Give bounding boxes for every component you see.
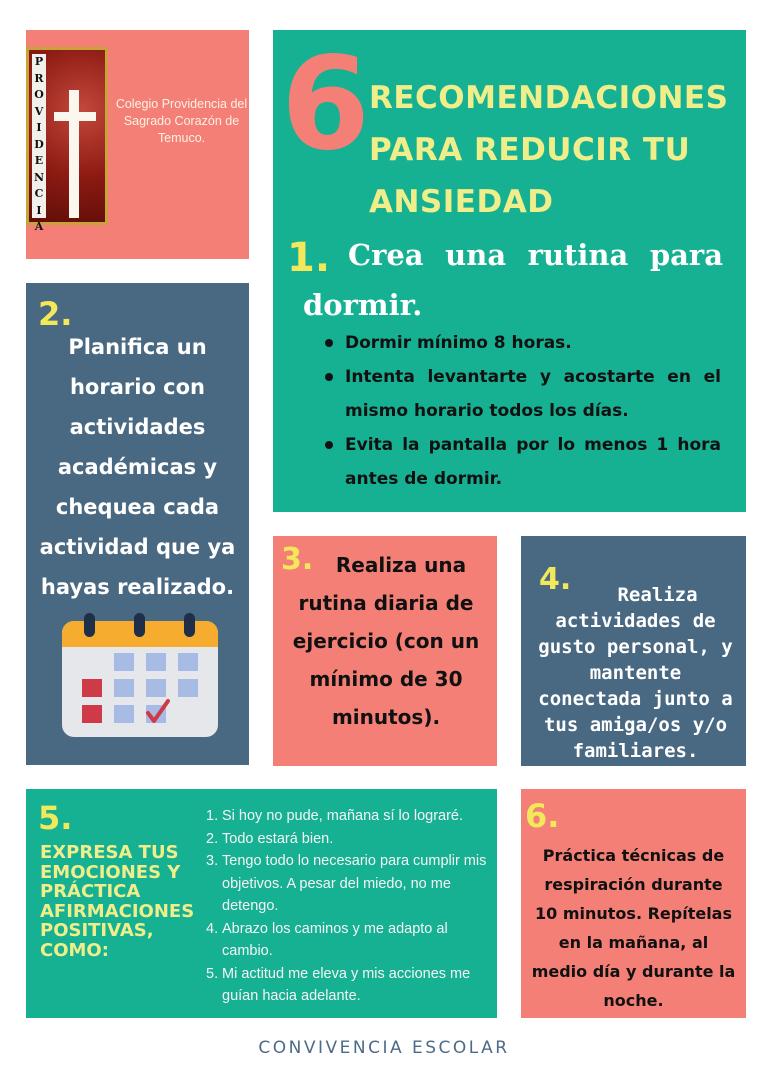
tip-number-6: 6. [525, 797, 560, 835]
list-item: Dormir mínimo 8 horas. [321, 326, 721, 360]
affirmations-list [206, 805, 491, 1008]
tip-number-2: 2. [38, 295, 73, 333]
page-title: RECOMENDACIONES PARA REDUCIR TU ANSIEDAD [369, 80, 729, 220]
tip-4-text: Realiza actividades de gusto personal, y mantente conectada junto a tus amiga/os y/o familiares. [538, 584, 733, 762]
crest-letters: P R O V I D E N C I A [33, 55, 45, 233]
cross-icon [69, 90, 79, 218]
list-item: 5. Mi actitud me eleva y mis acciones me guían hacia adelante. [206, 965, 471, 1004]
logo-panel [26, 30, 249, 259]
tip-5-panel [26, 789, 497, 1018]
list-item: 2. Todo estará bien. [206, 830, 334, 847]
footer-label: CONVIVENCIA ESCOLAR [258, 1038, 510, 1058]
tip-3-panel [273, 536, 497, 766]
list-item: 1. Si hoy no pude, mañana sí lo lograré. [206, 808, 464, 824]
school-crest-logo [26, 47, 108, 233]
tip-5-heading: EXPRESA TUS EMOCIONES Y PRÁCTICA AFIRMACIONES POSITIVAS, COMO: [40, 842, 195, 961]
big-number: 6 [281, 30, 367, 179]
tip-2-panel [26, 283, 249, 765]
main-panel [273, 30, 746, 512]
tip-6-panel [521, 789, 746, 1018]
tip-number-3: 3. [281, 542, 314, 577]
tip-1-list [321, 326, 721, 496]
tip-4-panel [521, 536, 746, 766]
tip-number-5: 5. [38, 799, 73, 837]
school-name: Colegio Providencia del Sagrado Corazón de Temuco. [115, 97, 248, 145]
list-item: Evita la pantalla por lo menos 1 hora antes de dormir. [321, 428, 721, 496]
tip-3-text: Realiza una rutina diaria de ejercicio (con un mínimo de 30 minutos). [292, 553, 480, 729]
list-item: 4. Abrazo los caminos y me adapto al cambio. [206, 920, 448, 959]
tip-number-1: 1. [287, 235, 331, 281]
tip-2-text: Planifica un horario con actividades académicas y chequea cada actividad que ya hayas realizado. [39, 335, 236, 599]
tip-1-title: Crea una rutina para dormir. [303, 238, 723, 322]
list-item: Intenta levantarte y acostarte en el mismo horario todos los días. [321, 360, 721, 428]
calendar-icon [62, 613, 218, 739]
list-item: 3. Tengo todo lo necesario para cumplir mis objetivos. A pesar del miedo, no me detengo. [206, 853, 487, 914]
tip-number-4: 4. [539, 562, 572, 597]
tip-6-text: Práctica técnicas de respiración durante 10 minutos. Repítelas en la mañana, al medio día y durante la noche. [531, 846, 736, 1010]
